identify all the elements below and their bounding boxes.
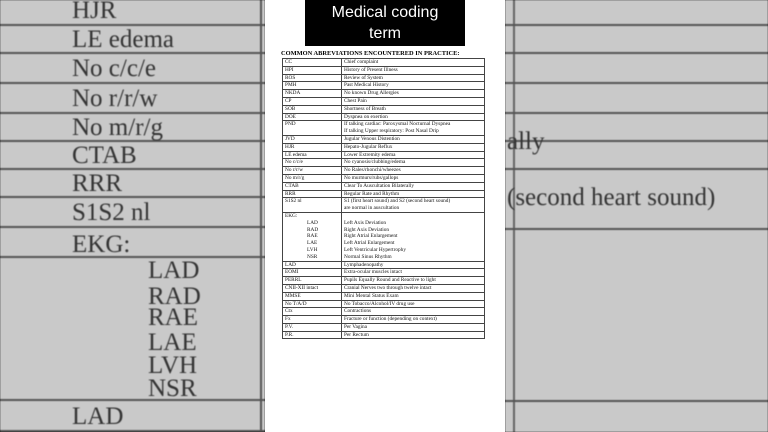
abbr-cell: Ctx (283, 308, 342, 316)
abbr-cell: PND (283, 121, 342, 136)
abbr-cell: CNII-XII intact (283, 284, 342, 292)
ekg-meaning: Right Atrial Enlargement (344, 233, 398, 240)
meaning-line: S1 (first heart sound) and S2 (second heart sound) (344, 198, 451, 205)
bg-text: (second heart sound) (507, 184, 716, 211)
table-heading: COMMON ABREVIATIONS ENCOUNTERED IN PRACTICE: (281, 50, 460, 57)
bg-row: EKG: (0, 232, 265, 258)
meaning-cell: Shortness of Breath (342, 105, 485, 113)
bg-text: ally (507, 128, 545, 155)
table-row (283, 190, 485, 198)
abbr-cell: Fx (283, 316, 342, 324)
bg-row: NSR (0, 377, 265, 401)
abbr-cell: No r/r/w (283, 167, 342, 175)
ekg-abbr: RAD (307, 226, 319, 233)
table-row (283, 143, 485, 151)
meaning-cell: Lymphadenopathy (342, 261, 485, 269)
ekg-abbr: NSR (307, 253, 318, 260)
table-row (283, 174, 485, 182)
meaning-cell: Past Medical History (342, 82, 485, 90)
abbr-cell: No c/c/e (283, 159, 342, 167)
bg-rule (505, 52, 768, 54)
ekg-meaning: Left Ventricular Hypertrophy (344, 246, 406, 253)
meaning-cell: Mini Mental Status Exam (342, 292, 485, 300)
ekg-meaning: Normal Sinus Rhythm (344, 253, 392, 260)
abbr-cell: EOMI (283, 269, 342, 277)
meaning-cell: Per Rectum (342, 331, 485, 339)
ekg-abbr: LAE (307, 240, 318, 247)
table-row (283, 105, 485, 113)
abbr-cell: MMSE (283, 292, 342, 300)
abbr-cell: JVD (283, 135, 342, 143)
meaning-line: are normal in auscultation (344, 205, 400, 212)
meaning-cell: Hepato-Jugular Reflux (342, 143, 485, 151)
abbr-cell: RRR (283, 190, 342, 198)
abbr-cell: LAD (283, 261, 342, 269)
bg-column-divider (260, 0, 262, 432)
table-row (283, 182, 485, 190)
background-zoom-right (505, 0, 768, 432)
ekg-abbr: LAD (307, 219, 318, 226)
meaning-cell: No Rales/rhonchi/wheezes (342, 167, 485, 175)
meaning-cell: Extra-ocular muscles intact (342, 269, 485, 277)
table-row (283, 82, 485, 90)
meaning-cell: Chief complaint (342, 59, 485, 67)
bg-rule (505, 24, 768, 26)
meaning-cell (342, 198, 485, 213)
background-zoom-left (0, 0, 265, 432)
bg-rule (505, 400, 768, 402)
bg-row: No c/c/e (0, 54, 265, 84)
meaning-cell: History of Present Illness (342, 66, 485, 74)
table-row (283, 277, 485, 285)
meaning-cell: Jugular Venous Distention (342, 135, 485, 143)
table-row (283, 308, 485, 316)
meaning-cell: Per Vagina (342, 323, 485, 331)
bg-rule (505, 112, 768, 114)
table-row (283, 113, 485, 121)
video-title (305, 0, 465, 46)
meaning-cell: Chest Pain (342, 97, 485, 105)
ekg-meaning: Left Axis Deviation (344, 219, 387, 226)
bg-row: RRR (0, 170, 265, 198)
table-row (283, 292, 485, 300)
meaning-cell: Fracture or function (depending on context) (342, 316, 485, 324)
meaning-cell (342, 212, 485, 261)
bg-row: RAD (148, 283, 201, 310)
table-row (283, 269, 485, 277)
table-row (283, 66, 485, 74)
abbr-cell: No T/A/D (283, 300, 342, 308)
abbr-cell: PMH (283, 82, 342, 90)
ekg-label: EKG: (285, 212, 298, 219)
bg-row: LE edema (0, 26, 265, 54)
bg-rule (505, 168, 768, 170)
table-row (283, 284, 485, 292)
bg-rule (505, 82, 768, 84)
abbr-cell: LE edema (283, 151, 342, 159)
abbr-cell: PERRL (283, 277, 342, 285)
bg-row: LAE (148, 329, 197, 356)
table-row (283, 97, 485, 105)
abbr-cell: No m/r/g (283, 174, 342, 182)
abbr-cell: SOB (283, 105, 342, 113)
meaning-cell: No known Drug Allergies (342, 90, 485, 98)
abbr-cell (283, 212, 342, 261)
bg-rule (505, 228, 768, 230)
bg-row: CTAB (0, 142, 265, 170)
table-row-ekg (283, 212, 485, 261)
meaning-cell: Clear To Auscultation Bilaterally (342, 182, 485, 190)
table-row (283, 135, 485, 143)
meaning-line: If talking cardiac: Paroxysmal Nocturnal Dyspnea (344, 121, 451, 128)
abbr-cell: HPI (283, 66, 342, 74)
table-row (283, 151, 485, 159)
meaning-cell: No murmurs/rubs/gallops (342, 174, 485, 182)
bg-column-divider (513, 0, 515, 432)
document-panel (265, 0, 505, 432)
meaning-cell (342, 121, 485, 136)
meaning-cell: Review of System (342, 74, 485, 82)
abbr-cell: ROS (283, 74, 342, 82)
meaning-cell: Contractions (342, 308, 485, 316)
ekg-meaning: Left Atrial Enlargement (344, 240, 395, 247)
abbr-cell: NKDA (283, 90, 342, 98)
meaning-cell: Lower Extremity edema (342, 151, 485, 159)
table-row (283, 90, 485, 98)
bg-row: S1S2 nl (0, 198, 265, 228)
meaning-cell: Pupils Equally Round and Reactive to light (342, 277, 485, 285)
abbr-cell: CTAB (283, 182, 342, 190)
meaning-cell: Regular Rate and Rhythm (342, 190, 485, 198)
abbr-cell: DOE (283, 113, 342, 121)
abbr-cell: CP (283, 97, 342, 105)
bg-row: No r/r/w (0, 84, 265, 114)
abbr-cell: CC (283, 59, 342, 67)
bg-row: No m/r/g (0, 114, 265, 142)
table-row (283, 261, 485, 269)
abbr-cell: P.R. (283, 331, 342, 339)
table-row (283, 300, 485, 308)
meaning-cell: Dyspnea on exertion (342, 113, 485, 121)
meaning-cell: No Tobacco/Alcohol/IV drug use (342, 300, 485, 308)
abbr-cell: S1S2 nl (283, 198, 342, 213)
table-row (283, 323, 485, 331)
table-row (283, 167, 485, 175)
abbr-cell: HJR (283, 143, 342, 151)
table-row (283, 59, 485, 67)
meaning-line: If talking Upper respiratory: Post Nasal Drip (344, 128, 439, 135)
title-line-1: Medical coding (331, 4, 439, 21)
meaning-cell: No cyanosis/clubbing/edema (342, 159, 485, 167)
bg-row: LAD (148, 257, 200, 284)
table-row (283, 331, 485, 339)
table-row (283, 316, 485, 324)
table-row (283, 121, 485, 136)
ekg-abbr: LVH (307, 246, 318, 253)
bg-row: HJR (0, 0, 265, 26)
title-line-2: term (369, 25, 401, 42)
table-row (283, 198, 485, 213)
ekg-meaning: Right Axis Deviation (344, 226, 390, 233)
bg-row: LVH (148, 352, 198, 379)
table-row (283, 159, 485, 167)
ekg-abbr: RAE (307, 233, 318, 240)
table-row (283, 74, 485, 82)
bg-row: RAE (148, 304, 198, 331)
meaning-cell: Cranial Nerves two through twelve intact (342, 284, 485, 292)
abbr-cell: P.V. (283, 323, 342, 331)
bg-row: LAD (0, 402, 265, 432)
abbreviation-table (282, 58, 485, 339)
